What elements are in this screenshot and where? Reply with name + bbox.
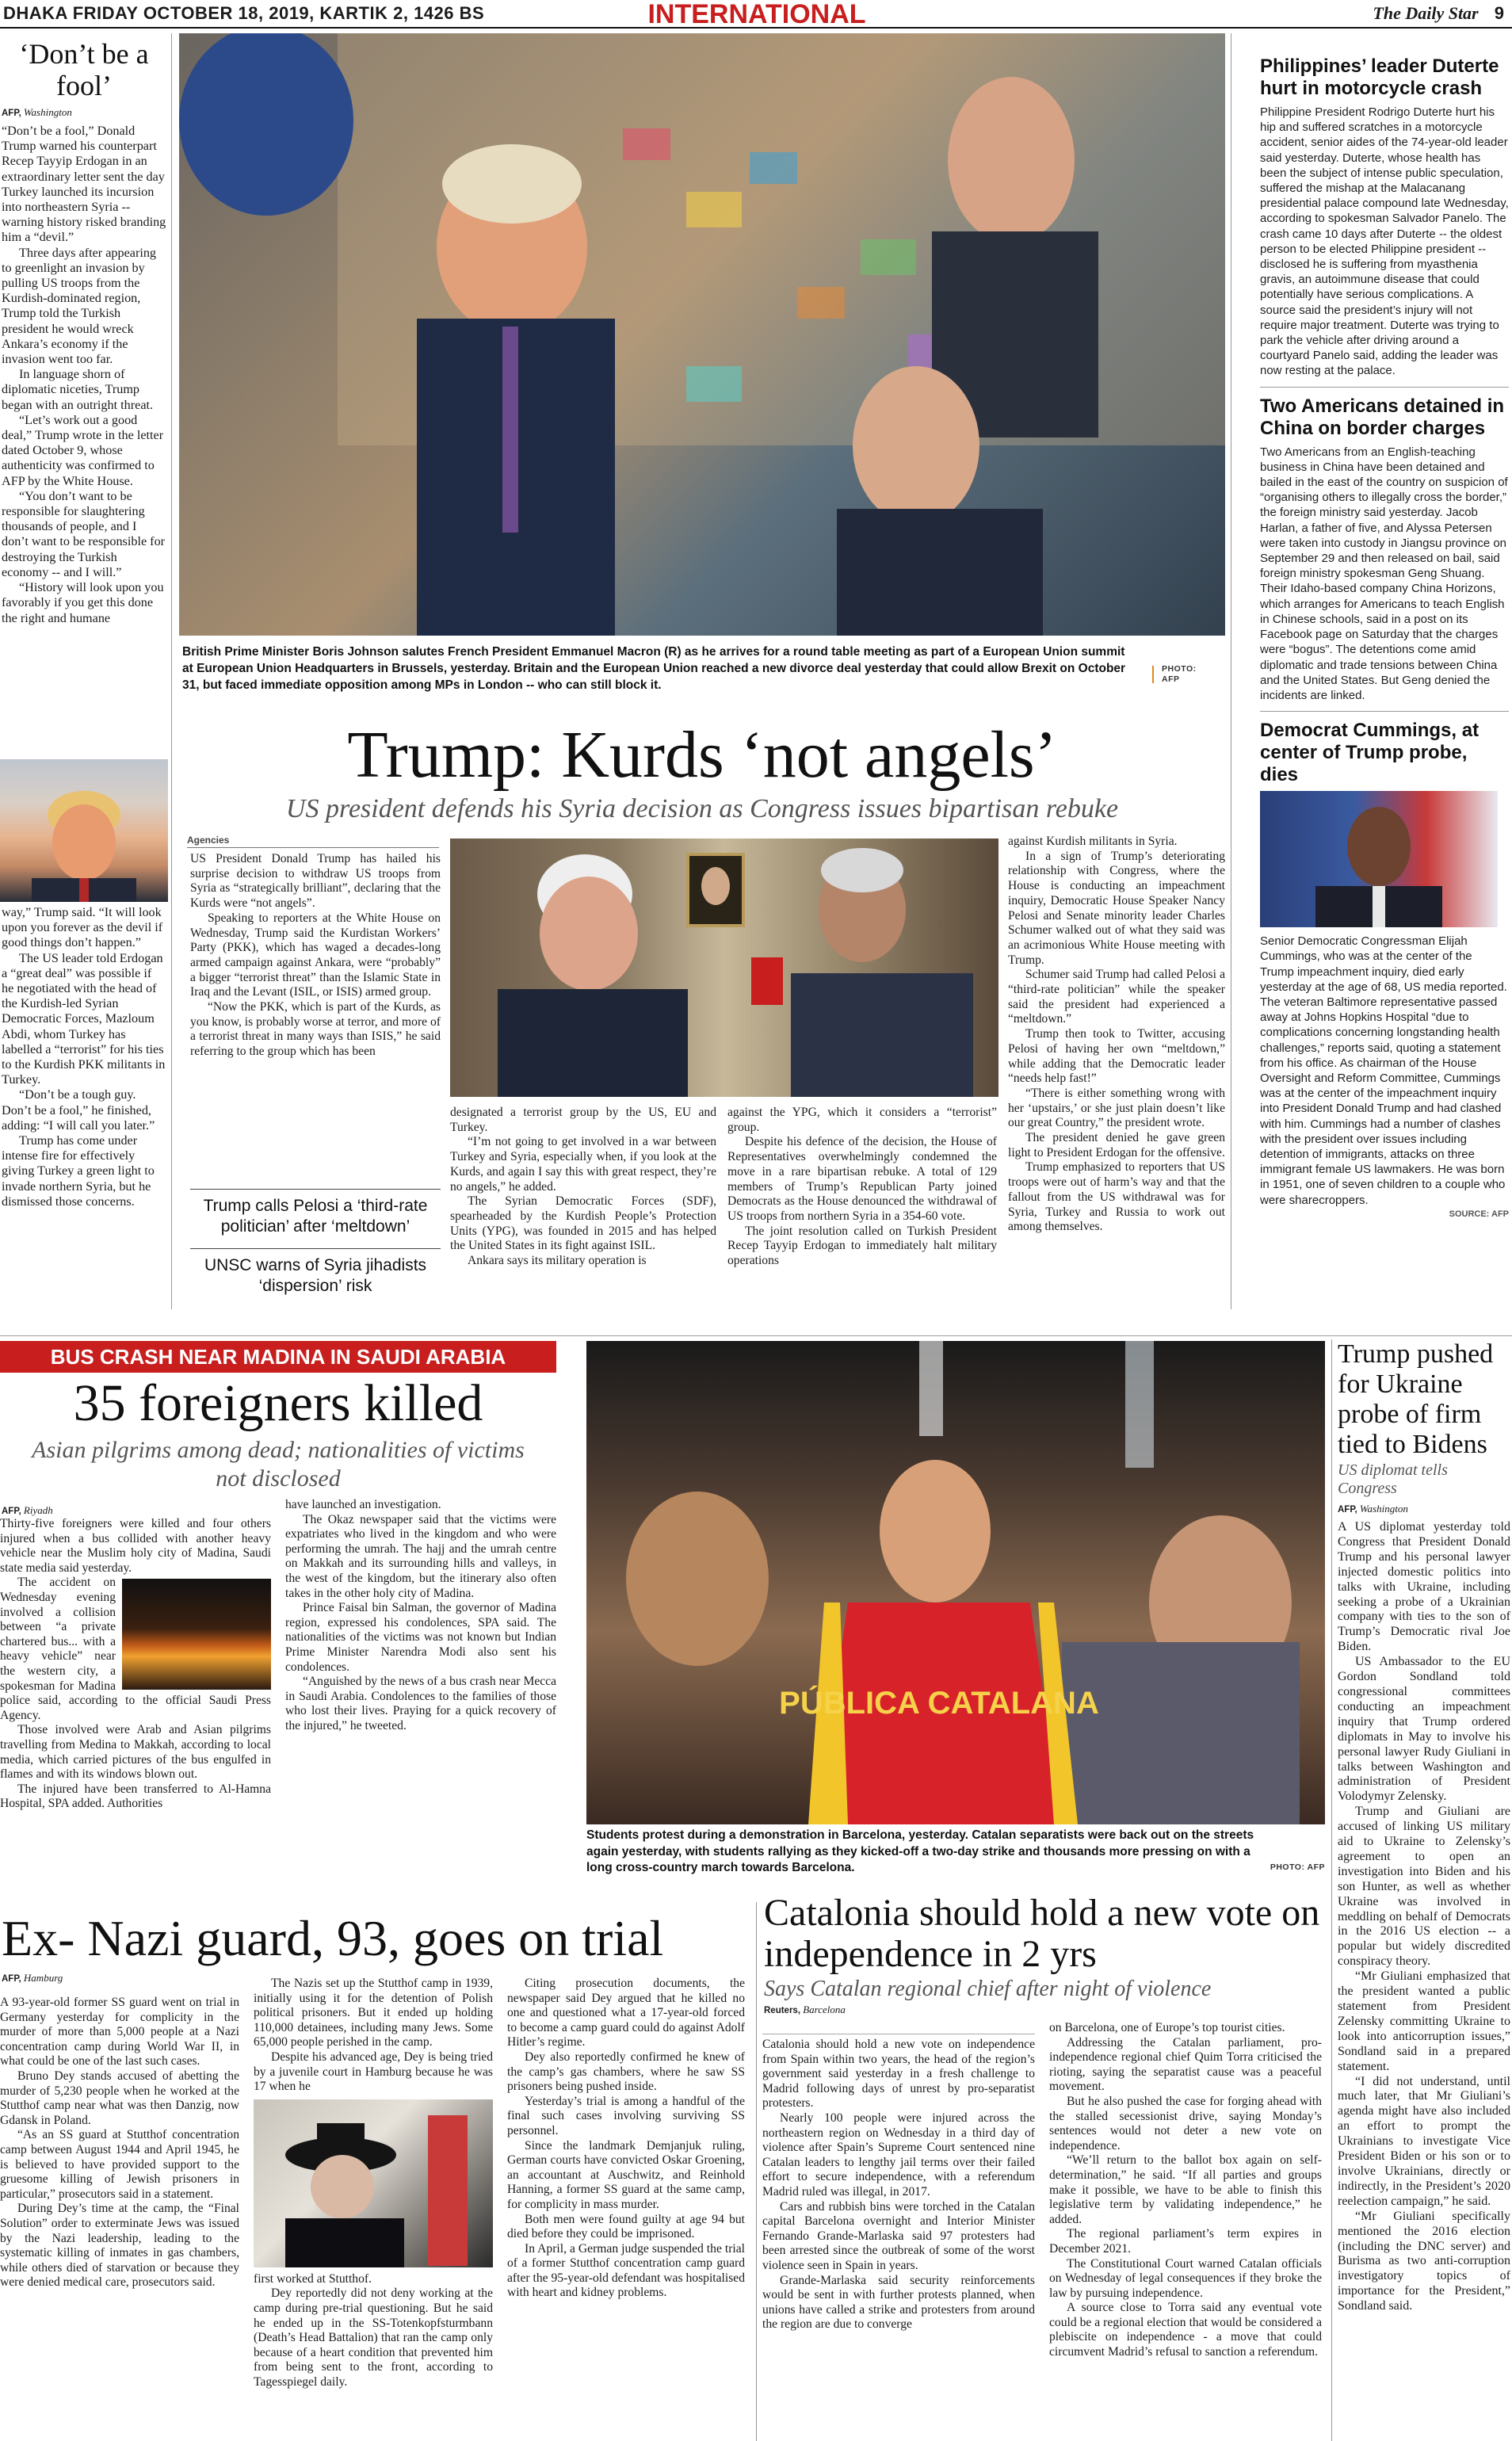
column-rule <box>1331 1339 1332 2441</box>
main-byline: Agencies <box>187 835 439 848</box>
lead-photo-caption: British Prime Minister Boris Johnson salutes French President Emmanuel Macron (R) as he arrives for a round table meeting as part of a European Union summit at European Union Headquarters in Brussels, yesterday. Britain and the European Union reached a new divorce deal yesterday that could allow Brexit on October 31, but faced immediate opposition among MPs in London -- who can still block it. <box>182 645 1126 692</box>
catalonia-headline: Catalonia should hold a new vote on independence in 2 yrs <box>764 1893 1320 1975</box>
masthead <box>0 0 1512 29</box>
nazi-col-3: Citing prosecution documents, the newspaper said Dey argued that he killed no one and questioned what a 17-year-old forced to become a camp guard could do against Adolf Hitler’s regime. Dey also reportedly confirmed he knew of the camp’s gas chambers, where he saw SS prisoners being pushed inside. Yesterday’s trial is among a handful of the final such cases involving surviving SS personnel. Since the landmark Demjanjuk ruling, German courts have convicted Oskar Groening, an accountant at Auschwitz, and Reinhold Hanning, a former SS guard at the same camp, for complicity in mass murder. Both men were found guilty at age 94 but died before they could be imprisoned. In April, a German judge suspended the trial of a former Stutthof concentration camp guard after the 95-year-old defendant was hospitalised with heart and kidney problems. <box>507 1977 745 2300</box>
sidebar-source: SOURCE: AFP <box>1449 1209 1509 1219</box>
sidebar-headline: Two Americans detained in China on border charges <box>1260 395 1505 439</box>
main-headline: Trump: Kurds ‘not angels’ <box>347 718 1057 792</box>
portrait-illustration <box>0 759 168 902</box>
bus-crash-story <box>0 1341 564 1912</box>
catalonia-deck: Says Catalan regional chief after night of violence <box>764 1977 1212 2001</box>
masthead-date: DHAKA FRIDAY OCTOBER 18, 2019, KARTIK 2, 1426 BS <box>3 3 485 23</box>
lead-photo-credit: PHOTO: AFP <box>1162 664 1197 684</box>
main-col-2: designated a terrorist group by the US, EU and Turkey. “I’m not going to get involved in a war between Turkey and Syria, especially when, if you look at the Kurds, and again I say this with great respect, they’re no angels,” he added. The Syrian Democratic Forces (SDF), spearheaded by the Kurdish People’s Protection Units (YPG), was founded in 2015 and has helped the United States in its fight against ISIL. Ankara says its military operation is <box>450 1106 716 1268</box>
sidebar-divider <box>1260 711 1509 712</box>
trump-photo <box>0 759 168 902</box>
sidebar-headline: Philippines’ leader Duterte hurt in motorcycle crash <box>1260 55 1499 99</box>
pence-erdogan-photo <box>450 838 998 1097</box>
main-col-3: against the YPG, which it considers a “terrorist” group. Despite his defence of the decision, the House of Representatives overwhelmingly condemned the move in a rare bipartisan rebuke. A total of 129 members of Trump’s Republican Party joined Democrats as the House denounced the withdrawal of US troops from northern Syria in a 354-60 vote. The joint resolution called on Turkish President Recep Tayyip Erdogan to immediately halt military operations <box>727 1106 997 1268</box>
bus-crash-deck: Asian pilgrims among dead; nationalities of victims not disclosed <box>32 1437 525 1492</box>
story-body-top: “Don’t be a fool,” Donald Trump warned his counterpart Recep Tayyip Erdogan in an extraordinary letter sent the day Turkey launched its incursion into northeastern Syria -- warning history risked branding him a “devil.” Three days after appearing to greenlight an invasion by pulling US troops from the Kurdish-dominated region, Trump told the Turkish president he would wreck Ankara’s economy if the invasion went too far. In language shorn of diplomatic niceties, Trump began with an outright threat. “Let’s work out a good deal,” Trump wrote in the letter dated October 9, whose authenticity was confirmed to AFP by the White House. “You don’t want to be responsible for slaughtering thousands of people, and I don’t want to be responsible for destroying the Turkish economy -- and I will.” “History will look upon you favorably if you get this done the right and humane <box>2 124 166 625</box>
cummings-photo <box>1260 791 1498 927</box>
ukraine-headline: Trump pushed for Ukraine probe of firm tied to Bidens <box>1338 1339 1494 1459</box>
nazi-guard-story <box>0 1908 759 2441</box>
sidebar-story-americans <box>1260 395 1509 703</box>
catalonia-byline: Reuters, Barcelona <box>764 2004 846 2015</box>
nazi-byline: AFP, Hamburg <box>2 1972 63 1984</box>
bus-crash-headline: 35 foreigners killed <box>73 1374 483 1432</box>
shirt-text: PÚBLICA CATALANA <box>779 1686 1099 1721</box>
page-number: 9 <box>1494 3 1504 23</box>
masthead-right <box>1373 3 1504 24</box>
pull-quote-pelosi: Trump calls Pelosi a ‘third-rate politician’ after ‘meltdown’ <box>190 1189 441 1237</box>
sidebar-headline: Democrat Cummings, at center of Trump probe, dies <box>1260 720 1480 786</box>
catalonia-story <box>762 1893 1327 2441</box>
barcelona-illustration <box>586 1341 1325 1824</box>
section-divider <box>0 1335 1512 1336</box>
ukraine-story <box>1338 1339 1510 2441</box>
caption-rule <box>1152 666 1154 683</box>
photo-illustration <box>254 2099 493 2267</box>
dey-photo <box>254 2099 493 2267</box>
nazi-col-2: The Nazis set up the Stutthof camp in 1939, initially using it for the detention of Polish political prisoners. But it ended up holding 110,000 detainees, including many Jews. Some 65,000 people perished in the camp. Despite his advanced age, Dey is being tried by a juvenile court in Hamburg because he was 17 when he first worked at Stutthof. Dey reportedly did not deny working at the camp during pre-trial questioning. But he said he ended up in the SS-Totenkopfsturmbann (Death’s Head Battalion) that ran the camp only because of a heart condition that prevented him from being sent to the front, according to Tagesspiegel daily. <box>254 1977 493 2389</box>
story-byline: AFP, Washington <box>2 106 72 118</box>
dont-be-a-fool-story <box>0 32 168 1308</box>
lead-photo-caption-block <box>182 644 1225 707</box>
column-rule <box>171 33 172 1309</box>
story-body-bottom: way,” Trump said. “It will look upon you forever as the devil if good things don’t happen.” The US leader told Erdogan a “great deal” was possible if he negotiated with the head of the Kurdish-led Syrian Democratic Forces, Mazloum Abdi, whom Turkey has labelled a “terrorist” for his ties to the Kurdish PKK militants in Turkey. “Don’t be a tough guy. Don’t be a fool,” he finished, adding: “I will call you later.” Trump has come under intense fire for effectively giving Turkey a green light to invade northern Syria, but he dismissed those concerns. <box>2 905 166 1209</box>
bus-crash-banner: BUS CRASH NEAR MADINA IN SAUDI ARABIA <box>0 1341 556 1373</box>
sidebar-story-duterte <box>1260 55 1509 379</box>
column-rule <box>756 1902 757 2441</box>
sidebar-body: Senior Democratic Congressman Elijah Cummings, who was at the center of the Trump impeachment inquiry, died early yesterday at the age of 68, US media reported. The veteran Baltimore representative passed away at Johns Hopkins Hospital “due to complications concerning longstanding health challenges,” reports said, quoting a statement from his office. As chairman of the House Oversight and Reform Committee, Cummings was at the center of the impeachment inquiry into President Donald Trump and had clashed with him. Cummings had a number of clashes with the president over issues including detention of immigrants, attacks on three immigrant female US lawmakers. He was born in 1951, one of seven children to a couple who were sharecroppers. <box>1260 934 1507 1207</box>
catalonia-col-1: Catalonia should hold a new vote on independence from Spain within two years, the head of the region’s government said yesterday in a fresh challenge to Madrid following days of unrest by pro-separatist protesters. Nearly 100 people were injured across the northeastern region on Wednesday in a third day of violence after Spain’s Supreme Court sentenced nine Catalan leaders to lengthy jail terms over their failed effort to secure independence, with a referendum Madrid ruled was illegal, in 2017. Cars and rubbish bins were torched in the Catalan capital Barcelona overnight and Interior Minister Fernando Grande-Marlaska said 97 protesters had been arrested since the outbreak of some of the worst violence seen in Spain in years. Grande-Marlaska said security reinforcements would be sent in with further protests planned, when unions have called a strike and protesters from around the region are due to converge <box>762 2034 1035 2332</box>
pull-quote-unsc: UNSC warns of Syria jihadists ‘dispersion’ risk <box>190 1248 441 1297</box>
barcelona-caption: Students protest during a demonstration in Barcelona, yesterday. Catalan separatists were back out on the streets again yesterday, with students rallying as they kicked-off a two-day strike and thousands more pressing on with a long cross-country march towards Barcelona. <box>586 1828 1254 1874</box>
nazi-col-1: A 93-year-old former SS guard went on trial in Germany yesterday for complicity in the murder of more than 5,000 people at a Nazi concentration camp during World War II, in what could be one of the last such cases. Bruno Dey stands accused of abetting the murder of 5,230 people when he worked at the Stutthof camp near what was then Danzig, now Gdansk in Poland. “As an SS guard at Stutthof concentration camp between August 1944 and April 1945, he is believed to have provided support to the gruesome killing of Jewish prisoners in particular,” prosecutors said in a statement. During Dey’s time at the camp, the “Final Solution” order to exterminate Jews was issued by the Nazi leadership, leading to the systematic killing of inmates in gas chambers, while others died of starvation or because they were denied medical care, prosecutors said. <box>0 1996 239 2290</box>
lead-photo-illustration <box>179 33 1225 636</box>
ukraine-byline: AFP, Washington <box>1338 1503 1408 1515</box>
sidebar-body: Philippine President Rodrigo Duterte hurt his hip and suffered scratches in a motorcycle accident, senior aides of the 74-year-old leader said yesterday. Duterte, whose health has been the subject of intense public speculation, suffered the mishap at the Malacanang presidential palace compound late Wednesday, according to spokesman Salvador Panelo. The crash came 10 days after Duterte -- the oldest person to be elected Philippine president -- disclosed he is suffering from myasthenia gravis, an autoimmune disease that could potentially have serious complications. A source said the president’s injury will not require major treatment. Duterte was trying to park the vehicle after driving around a courtyard Panelo said, adding the leader was now resting at the palace. <box>1260 105 1509 378</box>
right-sidebar <box>1260 55 1509 1316</box>
sidebar-story-cummings <box>1260 720 1509 1219</box>
catalonia-col-2: on Barcelona, one of Europe’s top tourist cities. Addressing the Catalan parliament, pro-independence regional chief Quim Torra criticised the rioting, saying the separatist cause was a peaceful movement. But he also pushed the case for forging ahead with the stalled secessionist drive, saying Monday’s sentences would not deter a new vote on independence. “We’ll return to the ballot box again on self-determination,” he said. “If all parties and groups make it possible, we have to be able to finish this legislative term by validating independence,” he added. The regional parliament’s term expires in December 2021. The Constitutional Court warned Catalan officials on Wednesday of legal consequences if they broke the law by pursuing independence. A source close to Torra said any eventual vote could be a regional election that would be considered a plebiscite on independence - a move that could circumvent Madrid’s refusal to sanction a referendum. <box>1049 2021 1322 2359</box>
bus-crash-byline: AFP, Riyadh <box>2 1504 53 1516</box>
paper-name: The Daily Star <box>1373 3 1479 23</box>
main-story <box>179 717 1225 1308</box>
main-col-1: US President Donald Trump has hailed his surprise decision to withdraw US troops from Syria as “strategically brilliant”, declaring that the Kurds were “not angels”. Speaking to reporters at the White House on Wednesday, Trump said the Kurdistan Workers’ Party (PKK), which has waged a decades-long armed campaign against Ankara, were “probably” a bigger “terrorist threat” than the Islamic State in Iraq and the Levant (ISIL, or ISIS) armed group. “Now the PKK, which is part of the Kurds, as you know, is probably worse at terror, and more of a terrorist threat in many ways than ISIS,” he said referring to the group which has been <box>190 852 441 1059</box>
portrait-illustration <box>1260 791 1498 927</box>
photo-illustration <box>450 838 998 1097</box>
ukraine-body: A US diplomat yesterday told Congress that President Donald Trump and his personal lawyer injected domestic politics into talks with Ukraine, including seeking a probe of a Ukrainian company with ties to the son of Trump’s Democratic rival Joe Biden. US Ambassador to the EU Gordon Sondland told congressional committees conducting an impeachment inquiry that Trump ordered diplomats in May to involve his personal lawyer Rudy Giuliani in talks between Washington and administration of President Volodymyr Zelensky. Trump and Giuliani are accused of linking US military aid to Ukraine to Zelensky’s agreement to open an investigation into Biden and his son Hunter, as well as whether Ukraine was involved in meddling on behalf of Democrats in the 2016 US election -- a popular but widely discredited conspiracy theory. “Mr Giuliani emphasized that the president wanted a public statement from President Zelensky committing Ukraine to look into anticorruption issues,” Sondland said in a prepared statement. “I did not understand, until much later, that Mr Giuliani’s agenda might have also included an effort to prompt the Ukrainians to investigate Vice President Biden or his son or to involve Ukrainians, directly or indirectly, in the President’s 2020 reelection campaign,” he said. “Mr Giuliani specifically mentioned the 2016 election (including the DNC server) and Burisma as two anti-corruption investigatory topics of importance for the President,” Sondland said. <box>1338 1520 1510 2313</box>
lead-photo <box>179 33 1225 636</box>
section-title: INTERNATIONAL <box>647 0 866 29</box>
main-col-4: against Kurdish militants in Syria. In a sign of Trump’s deteriorating relationship with Congress, where the House is conducting an impeachment inquiry, Democratic House Speaker Nancy Pelosi and Senate minority leader Charles Schumer walked out of what they said was an acrimonious White House meeting with Trump. Schumer said Trump had called Pelosi a “third-rate politician” while the speaker said the president had experienced a “meltdown.” Trump then took to Twitter, accusing Pelosi of having her own “meltdown,” while adding that the Democratic leader “needs help fast!” “There is either something wrong with her ‘upstairs,’ or she just plain doesn’t like our great Country,” the president wrote. The president denied he gave green light to President Erdogan for the offensive. Trump emphasized to reporters that US troops were out of harm’s way and that the fallout from the US withdrawal was for Syria, Turkey and Russia to work out among themselves. <box>1008 835 1225 1234</box>
bus-crash-photo <box>122 1579 271 1690</box>
ukraine-deck: US diplomat tells Congress <box>1338 1461 1448 1497</box>
barcelona-credit: PHOTO: AFP <box>1270 1862 1325 1872</box>
story-headline: ‘Don’t be a fool’ <box>19 38 149 101</box>
sidebar-body: Two Americans from an English-teaching business in China have been detained and bailed in the east of the country on suspicion of “organising others to illegally cross the border,” the foreign ministry said yesterday. Jacob Harlan, a father of five, and Alyssa Petersen were taken into custody in Jiangsu province on September 29 and then released on bail, said foreign ministry spokesman Geng Shuang. Their Idaho-based company China Horizons, which arranges for Americans to teach English in Chinese schools, said in a post on its Facebook page on Saturday that the charges were “bogus”. The detentions come amid diplomatic and trade tensions between China and the United States. But Geng denied the incidents are linked. <box>1260 445 1508 702</box>
main-deck: US president defends his Syria decision as Congress issues bipartisan rebuke <box>285 794 1119 823</box>
barcelona-photo <box>586 1341 1325 1824</box>
sidebar-divider <box>1260 387 1509 388</box>
nazi-headline: Ex- Nazi guard, 93, goes on trial <box>2 1910 664 1966</box>
bus-col-1: Thirty-five foreigners were killed and four others injured when a bus collided with another heavy vehicle near the Muslim holy city of Madina, Saudi state media said yesterday. The accident on Wednesday evening involved a collision between “a private chartered bus... with a heavy vehicle” near the western city, a spokesman for Madina police said, according to the official Saudi Press Agency. Those involved were Arab and Asian pilgrims travelling from Medina to Makkah, according to local media, which carried pictures of the bus engulfed in flames and with its windows blown out. The injured have been transferred to Al-Hamna Hospital, SPA added. Authorities <box>0 1517 271 1811</box>
bus-col-2: have launched an investigation. The Okaz newspaper said that the victims were expatriates who lived in the kingdom and who were performing the umrah. The hajj and the umrah centre on Makkah and its surrounding hills and valleys, in the west of the kingdom, but the itinerary also often takes in the other holy city of Madina. Prince Faisal bin Salman, the governor of Madina region, expressed his condolences, SPA said. The nationalities of the victims was not known but Indian Prime Minister Narendra Modi also sent his condolences. “Anguished by the news of a bus crash near Mecca in Saudi Arabia. Condolences to the families of those who lost their lives. Praying for a quick recovery of the injured,” he tweeted. <box>285 1498 556 1732</box>
barcelona-caption-block <box>586 1828 1325 1891</box>
